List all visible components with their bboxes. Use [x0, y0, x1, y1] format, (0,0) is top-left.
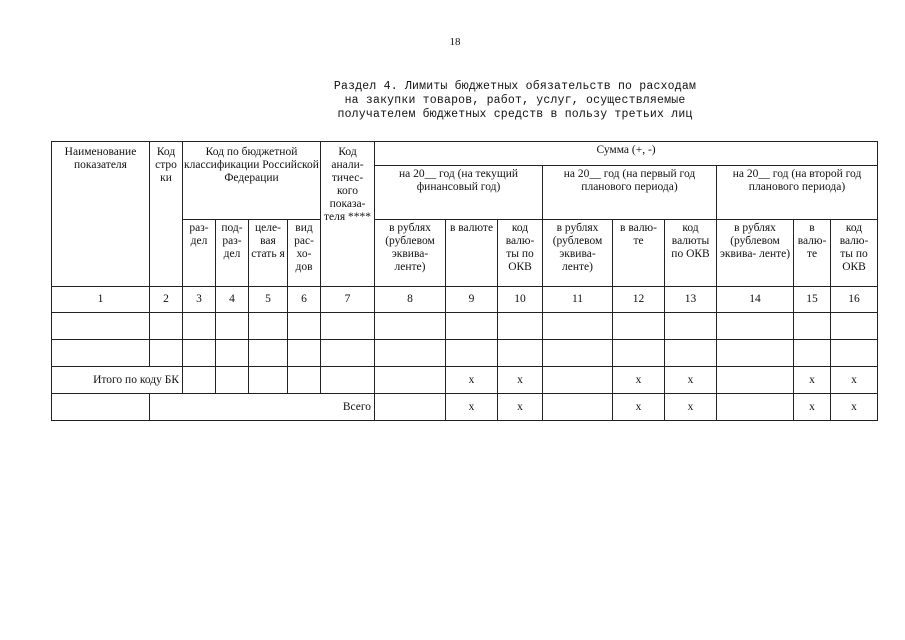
table-cell[interactable]: [216, 340, 249, 367]
header-expense-type: вид рас- хо- дов: [288, 220, 321, 287]
table-cell[interactable]: [375, 340, 446, 367]
header-second-okv: код валю- ты по ОКВ: [831, 220, 878, 287]
total-cell: [249, 367, 288, 394]
section-title-line-3: получателем бюджетных средств в пользу третьих лиц: [337, 108, 693, 121]
grand-total-cell: x: [794, 394, 831, 421]
header-second-currency: в валю- те: [794, 220, 831, 287]
header-row-1: [52, 142, 878, 166]
grand-total-cell: x: [446, 394, 498, 421]
table-cell[interactable]: [831, 340, 878, 367]
table-cell[interactable]: [717, 313, 794, 340]
data-row-empty-2: [52, 340, 878, 367]
limits-table: [51, 141, 878, 421]
column-number: 16: [831, 287, 878, 313]
table-cell[interactable]: [375, 313, 446, 340]
header-subsection: под- раз- дел: [216, 220, 249, 287]
column-number: 2: [150, 287, 183, 313]
grand-total-cell: [375, 394, 446, 421]
table-cell[interactable]: [613, 313, 665, 340]
table-cell[interactable]: [321, 340, 375, 367]
data-row-empty-1: [52, 313, 878, 340]
total-cell: x: [831, 367, 878, 394]
column-number: 1: [52, 287, 150, 313]
column-number: 13: [665, 287, 717, 313]
header-first-rub: в рублях (рублевом эквива- ленте): [543, 220, 613, 287]
table-cell[interactable]: [665, 313, 717, 340]
column-number: 15: [794, 287, 831, 313]
column-number: 5: [249, 287, 288, 313]
total-by-bk-label: Итого по коду БК: [52, 367, 183, 394]
total-cell: x: [794, 367, 831, 394]
column-number: 3: [183, 287, 216, 313]
table-cell[interactable]: [52, 313, 150, 340]
total-cell: x: [665, 367, 717, 394]
grand-total-cell: x: [498, 394, 543, 421]
column-number: 12: [613, 287, 665, 313]
header-sum: Сумма (+, -): [375, 142, 878, 166]
column-number: 8: [375, 287, 446, 313]
total-cell: x: [613, 367, 665, 394]
grand-total-empty-cell: [52, 394, 150, 421]
table-cell[interactable]: [498, 340, 543, 367]
grand-total-cell: x: [613, 394, 665, 421]
table-cell[interactable]: [52, 340, 150, 367]
section-title: [290, 80, 740, 122]
grand-total-cell: [717, 394, 794, 421]
header-section: раз- дел: [183, 220, 216, 287]
header-bk-code: Код по бюджетной классификации Российской Федерации: [183, 142, 321, 220]
header-current-okv: код валю- ты по ОКВ: [498, 220, 543, 287]
header-indicator-name: Наименование показателя: [52, 142, 150, 287]
header-first-okv: код валюты по ОКВ: [665, 220, 717, 287]
column-number: 14: [717, 287, 794, 313]
page-number: 18: [449, 36, 461, 48]
table-cell[interactable]: [717, 340, 794, 367]
table-cell[interactable]: [665, 340, 717, 367]
table-cell[interactable]: [831, 313, 878, 340]
grand-total-row: [52, 394, 878, 421]
table-cell[interactable]: [321, 313, 375, 340]
column-number-row: [52, 287, 878, 313]
column-number: 6: [288, 287, 321, 313]
table-cell[interactable]: [794, 340, 831, 367]
column-number: 4: [216, 287, 249, 313]
header-period-second: на 20__ год (на второй год планового периода): [717, 166, 878, 220]
grand-total-cell: x: [831, 394, 878, 421]
total-cell: [321, 367, 375, 394]
header-period-first: на 20__ год (на первый год планового периода): [543, 166, 717, 220]
table-cell[interactable]: [498, 313, 543, 340]
table-cell[interactable]: [183, 340, 216, 367]
table-cell[interactable]: [288, 340, 321, 367]
total-cell: [375, 367, 446, 394]
table-cell[interactable]: [288, 313, 321, 340]
total-cell: [717, 367, 794, 394]
header-current-currency: в валюте: [446, 220, 498, 287]
grand-total-cell: [543, 394, 613, 421]
grand-total-cell: x: [665, 394, 717, 421]
header-line-code: Код стро ки: [150, 142, 183, 287]
total-cell: x: [446, 367, 498, 394]
column-number: 9: [446, 287, 498, 313]
table-cell[interactable]: [794, 313, 831, 340]
total-cell: [216, 367, 249, 394]
table-cell[interactable]: [249, 340, 288, 367]
table-cell[interactable]: [543, 313, 613, 340]
section-title-line-2: на закупки товаров, работ, услуг, осуществляемые: [344, 94, 686, 107]
total-cell: [543, 367, 613, 394]
section-title-line-1: Раздел 4. Лимиты бюджетных обязательств по расходам: [333, 80, 697, 93]
table-cell[interactable]: [446, 313, 498, 340]
header-period-current: на 20__ год (на текущий финансовый год): [375, 166, 543, 220]
table-cell[interactable]: [150, 340, 183, 367]
header-first-currency: в валю- те: [613, 220, 665, 287]
grand-total-label: Всего: [150, 394, 375, 421]
total-by-bk-row: [52, 367, 878, 394]
header-target-article: целе- вая стать я: [249, 220, 288, 287]
column-number: 10: [498, 287, 543, 313]
header-analytic-code: Код анали- тичес- кого показа- теля ****: [321, 142, 375, 287]
table-cell[interactable]: [543, 340, 613, 367]
table-cell[interactable]: [216, 313, 249, 340]
column-number: 11: [543, 287, 613, 313]
header-current-rub: в рублях (рублевом эквива- ленте): [375, 220, 446, 287]
table-cell[interactable]: [249, 313, 288, 340]
table-cell[interactable]: [150, 313, 183, 340]
table-cell[interactable]: [183, 313, 216, 340]
table-cell[interactable]: [446, 340, 498, 367]
column-number: 7: [321, 287, 375, 313]
total-cell: [288, 367, 321, 394]
header-second-rub: в рублях (рублевом эквива- ленте): [717, 220, 794, 287]
total-cell: x: [498, 367, 543, 394]
table-cell[interactable]: [613, 340, 665, 367]
total-cell: [183, 367, 216, 394]
